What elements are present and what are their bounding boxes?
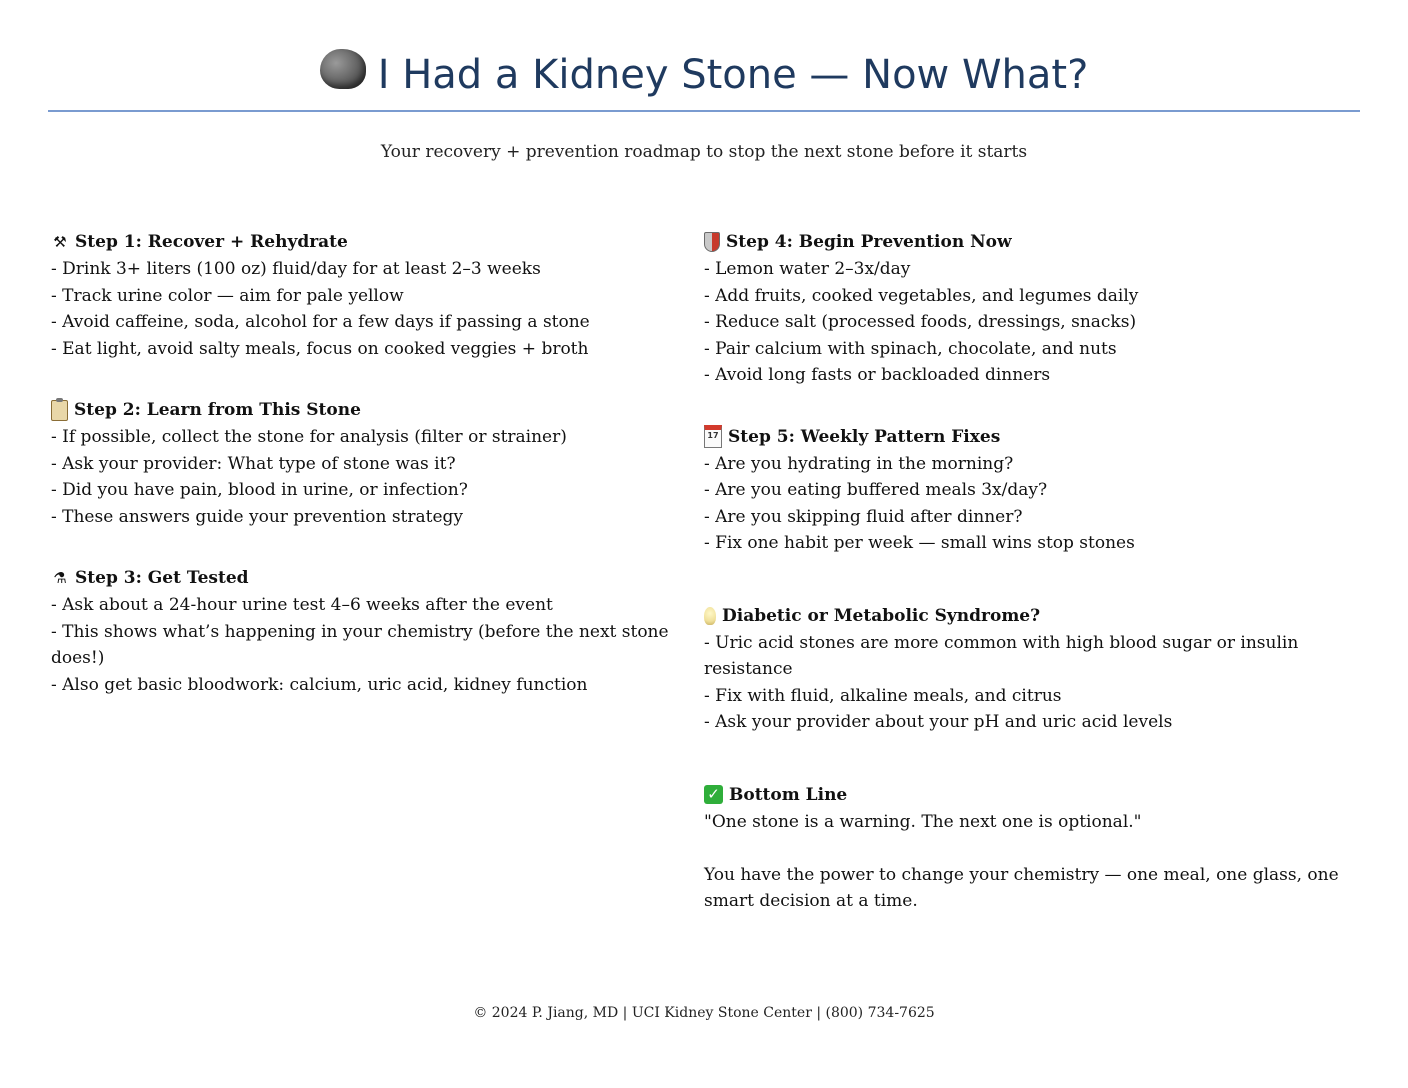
calendar-icon: 17 [704, 425, 722, 448]
step-5-section [704, 423, 1344, 557]
metabolic-section [704, 602, 1344, 736]
list-item: - Reduce salt (processed foods, dressings, snacks) [704, 312, 1137, 332]
step-2-heading [51, 396, 671, 424]
bottom-line-quote: "One stone is a warning. The next one is optional." [704, 811, 1142, 832]
bottom-line-heading [704, 781, 1344, 809]
step-5-title: Step 5: Weekly Pattern Fixes [728, 426, 1001, 447]
list-item: - Eat light, avoid salty meals, focus on cooked veggies + broth [51, 338, 589, 359]
checkmark-icon: ✓ [704, 785, 723, 804]
list-item: - These answers guide your prevention strategy [51, 506, 464, 527]
clipboard-icon [51, 400, 68, 421]
list-item: - Ask your provider: What type of stone was it? [51, 453, 456, 474]
tools-icon: ⚒ [53, 233, 67, 251]
shield-icon [704, 232, 720, 252]
page-title-row [320, 40, 1089, 110]
title-bar [48, 40, 1360, 112]
list-item: - Also get basic bloodwork: calcium, uric acid, kidney function [51, 674, 588, 695]
list-item: - Fix with fluid, alkaline meals, and citrus [704, 685, 1062, 706]
microscope-icon: ⚗ [53, 569, 67, 587]
list-item: - This shows what’s happening in your chemistry (before the next stone does!) [51, 621, 669, 668]
list-item: - Are you eating buffered meals 3x/day? [704, 480, 1048, 500]
page-title: I Had a Kidney Stone — Now What? [377, 52, 1089, 98]
step-2-title: Step 2: Learn from This Stone [74, 400, 361, 420]
list-item: - Uric acid stones are more common with high blood sugar or insulin resistance [704, 632, 1299, 679]
step-1-heading [51, 228, 671, 256]
bottom-line-closing: You have the power to change your chemistry — one meal, one glass, one smart decision at a time. [704, 864, 1339, 911]
spacer [704, 835, 1344, 862]
list-item: - Avoid long fasts or backloaded dinners [704, 365, 1051, 385]
list-item: - Ask your provider about your pH and uric acid levels [704, 712, 1173, 732]
list-item: - Avoid caffeine, soda, alcohol for a few days if passing a stone [51, 312, 590, 332]
bottom-line-title: Bottom Line [729, 784, 848, 805]
page-subtitle: Your recovery + prevention roadmap to stop the next stone before it starts [380, 142, 1028, 162]
list-item: - Add fruits, cooked vegetables, and legumes daily [704, 285, 1139, 306]
step-1-section [51, 228, 671, 362]
list-item: - Fix one habit per week — small wins stop stones [704, 533, 1135, 553]
step-4-section [704, 228, 1344, 389]
step-5-heading [704, 423, 1344, 451]
step-3-section [51, 564, 671, 698]
list-item: - Pair calcium with spinach, chocolate, and nuts [704, 338, 1117, 359]
list-item: - If possible, collect the stone for analysis (filter or strainer) [51, 427, 567, 447]
step-3-title: Step 3: Get Tested [75, 568, 249, 588]
step-4-title: Step 4: Begin Prevention Now [726, 232, 1012, 252]
list-item: - Lemon water 2–3x/day [704, 259, 911, 279]
stone-icon [320, 49, 366, 89]
list-item: - Did you have pain, blood in urine, or infection? [51, 480, 468, 500]
step-2-section [51, 396, 671, 530]
metabolic-heading [704, 602, 1344, 630]
footer-text: © 2024 P. Jiang, MD | UCI Kidney Stone Center | (800) 734-7625 [473, 1005, 935, 1021]
list-item: - Drink 3+ liters (100 oz) fluid/day for at least 2–3 weeks [51, 259, 541, 279]
left-column [51, 228, 671, 732]
right-column [704, 228, 1344, 949]
list-item: - Ask about a 24-hour urine test 4–6 weeks after the event [51, 595, 553, 615]
step-3-heading [51, 564, 671, 592]
lightbulb-icon [704, 607, 716, 625]
list-item: - Are you hydrating in the morning? [704, 453, 1014, 474]
list-item: - Are you skipping fluid after dinner? [704, 506, 1023, 527]
step-4-heading [704, 228, 1344, 256]
list-item: - Track urine color — aim for pale yellow [51, 285, 404, 306]
bottom-line-section [704, 781, 1344, 915]
metabolic-title: Diabetic or Metabolic Syndrome? [722, 605, 1041, 626]
step-1-title: Step 1: Recover + Rehydrate [75, 232, 348, 252]
